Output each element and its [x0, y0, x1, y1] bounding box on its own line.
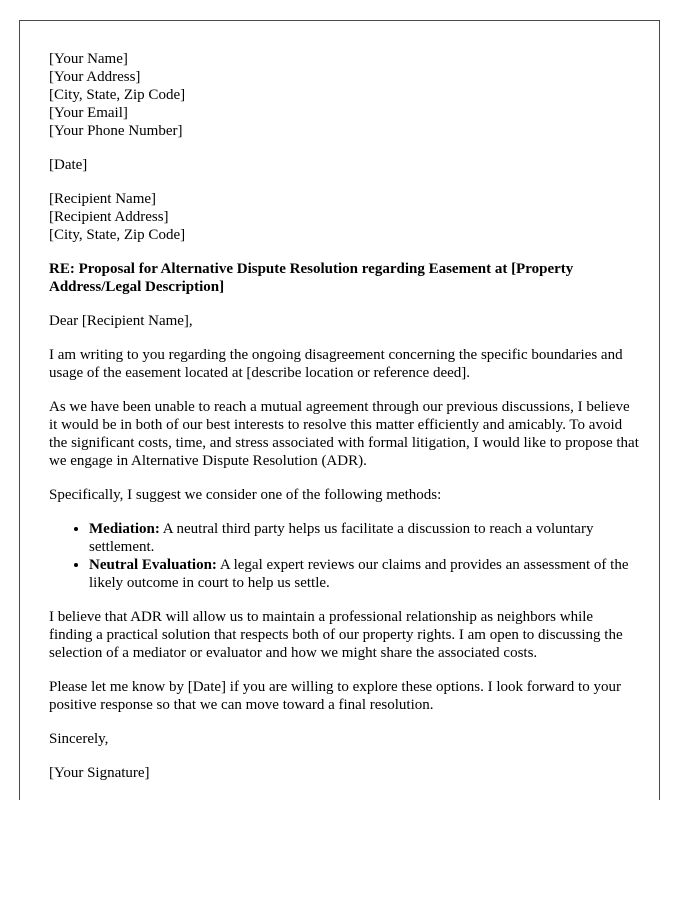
letter-date: [Date] — [49, 157, 88, 173]
paragraph-benefits: I believe that ADR will allow us to maintain a professional relationship as neighbors while finding a practical solution that respects both of our property rights. I am open to discussing the selection of a mediator or evaluator and how we might share the associated costs. — [49, 609, 623, 661]
paragraph-request: Please let me know by [Date] if you are willing to explore these options. I look forward to your positive response so that we can move toward a final resolution. — [49, 679, 621, 713]
closing: Sincerely, — [49, 731, 109, 747]
method-term: Neutral Evaluation: — [89, 557, 217, 573]
subject-line: RE: Proposal for Alternative Dispute Resolution regarding Easement at [Property Address/Legal Description] — [49, 261, 574, 295]
letter-page — [19, 20, 660, 800]
sender-city-state-zip: [City, State, Zip Code] — [49, 87, 186, 103]
recipient-address: [Recipient Address] — [49, 209, 169, 225]
sender-name: [Your Name] — [49, 51, 128, 67]
recipient-city-state-zip: [City, State, Zip Code] — [49, 227, 186, 243]
sender-block — [49, 50, 639, 140]
method-description: A legal expert reviews our claims and provides an assessment of the likely outcome in court to help us settle. — [89, 557, 629, 591]
signature: [Your Signature] — [49, 765, 150, 781]
sender-email: [Your Email] — [49, 105, 128, 121]
paragraph-methods-intro: Specifically, I suggest we consider one of the following methods: — [49, 487, 442, 503]
list-item — [89, 520, 639, 556]
methods-list — [49, 520, 639, 592]
date-block — [49, 156, 639, 174]
paragraph-intro: I am writing to you regarding the ongoing disagreement concerning the specific boundaries and usage of the easement located at [describe location or reference deed]. — [49, 347, 623, 381]
sender-phone: [Your Phone Number] — [49, 123, 183, 139]
recipient-name: [Recipient Name] — [49, 191, 157, 207]
list-item — [89, 556, 639, 592]
recipient-block — [49, 190, 639, 244]
method-term: Mediation: — [89, 521, 160, 537]
salutation: Dear [Recipient Name], — [49, 313, 193, 329]
paragraph-proposal: As we have been unable to reach a mutual agreement through our previous discussions, I believe it would be in both of our best interests to resolve this matter efficiently and amicably. To avoid the significant costs, time, and stress associated with formal litigation, I would like to propose that we engage in Alternative Dispute Resolution (ADR). — [49, 399, 639, 469]
sender-address: [Your Address] — [49, 69, 141, 85]
letter-content — [49, 50, 639, 782]
method-description: A neutral third party helps us facilitate a discussion to reach a voluntary settlement. — [89, 521, 594, 555]
